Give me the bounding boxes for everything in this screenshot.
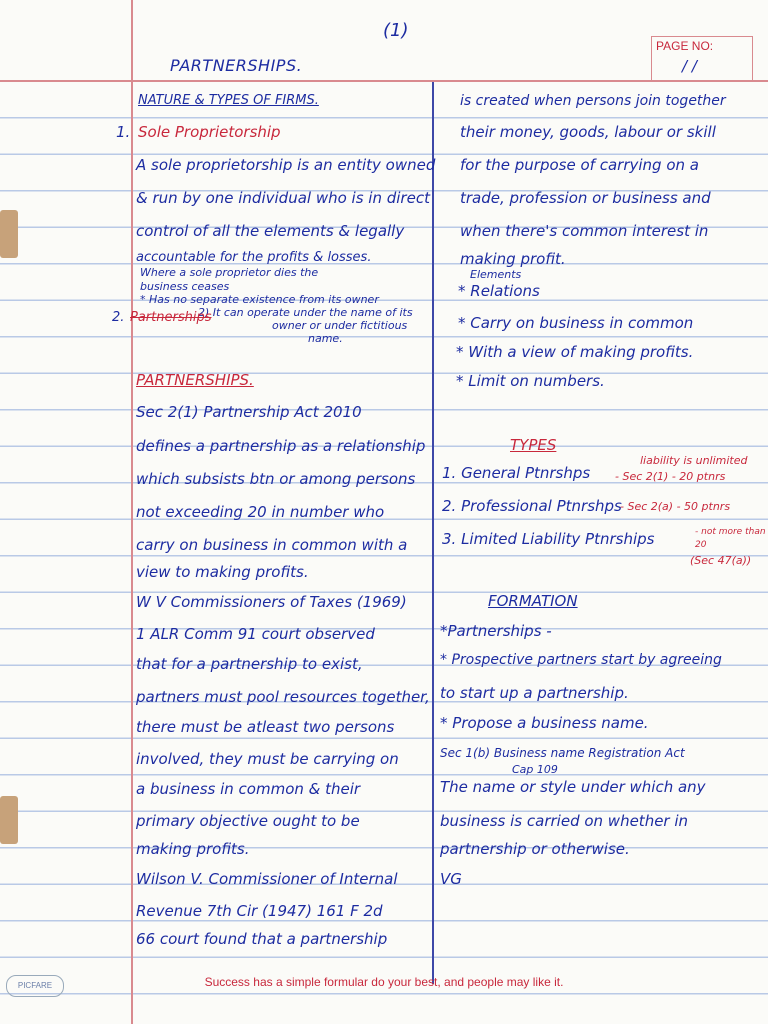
page-no-value: / / — [682, 57, 697, 75]
annotation: liability is unlimited — [640, 454, 748, 467]
list-item: * Carry on business in common — [458, 314, 694, 332]
text-line: control of all the elements & legally — [136, 222, 405, 240]
binder-clip — [0, 210, 18, 258]
annotation: (Sec 47(a)) — [690, 554, 752, 567]
text-line: business is carried on whether in — [440, 812, 689, 830]
list-number: 1. — [116, 123, 131, 141]
text-line: Wilson V. Commissioner of Internal — [136, 870, 398, 888]
subsection-title: TYPES — [510, 436, 557, 454]
text-line: The name or style under which any — [440, 778, 706, 796]
list-item: * Propose a business name. — [440, 714, 649, 732]
left-margin-line — [131, 0, 133, 1024]
page-number: (1) — [383, 20, 409, 41]
footer-quote: Success has a simple formular do your best, and people may like it. — [204, 975, 564, 989]
text-line: Elements — [470, 268, 522, 281]
text-line: is created when persons join together — [460, 93, 726, 109]
list-item: *Partnerships - — [440, 622, 552, 640]
text-line: for the purpose of carrying on a — [460, 156, 699, 174]
annotation: - Sec 2(a) - 50 ptnrs — [620, 500, 731, 513]
text-line: making profit. — [460, 250, 566, 268]
annotation: - not more than — [695, 527, 766, 537]
text-line: primary objective ought to be — [136, 812, 360, 830]
struck-text: Partnerships — [130, 310, 212, 325]
list-item: * With a view of making profits. — [456, 343, 694, 361]
list-item: * Relations — [458, 282, 540, 300]
list-number: 2. — [112, 310, 125, 325]
text-line: view to making profits. — [136, 563, 309, 581]
page-heading: PARTNERSHIPS. — [170, 56, 303, 75]
page-no-label: PAGE NO: — [656, 39, 714, 53]
text-line: Cap 109 — [512, 763, 558, 776]
text-line: not exceeding 20 in number who — [136, 503, 385, 521]
list-item: 3. Limited Liability Ptnrships — [442, 530, 655, 548]
text-line: trade, profession or business and — [460, 189, 711, 207]
annotation: - Sec 2(1) - 20 ptnrs — [615, 470, 726, 483]
section-title: NATURE & TYPES OF FIRMS. — [138, 93, 319, 108]
text-line: Revenue 7th Cir (1947) 161 F 2d — [136, 902, 383, 920]
column-divider — [432, 82, 434, 984]
text-line: when there's common interest in — [460, 222, 709, 240]
list-item: * Limit on numbers. — [456, 372, 605, 390]
text-line: name. — [308, 332, 343, 345]
text-line: W V Commissioners of Taxes (1969) — [136, 593, 407, 611]
text-line: owner or under fictitious — [272, 319, 408, 332]
subsection-title: Sole Proprietorship — [138, 123, 281, 141]
text-line: there must be atleast two persons — [136, 718, 395, 736]
text-line: their money, goods, labour or skill — [460, 123, 716, 141]
page-no-box — [651, 36, 753, 82]
text-line: making profits. — [136, 840, 250, 858]
text-line: 66 court found that a partnership — [136, 930, 388, 948]
text-line: involved, they must be carrying on — [136, 750, 399, 768]
text-line: which subsists btn or among persons — [136, 470, 416, 488]
text-line: that for a partnership to exist, — [136, 655, 363, 673]
text-line: 1 ALR Comm 91 court observed — [136, 625, 375, 643]
text-line: * Has no separate existence from its owner — [140, 293, 379, 306]
binder-clip — [0, 796, 18, 844]
list-item: 1. General Ptnrshps — [442, 464, 591, 482]
text-line: Where a sole proprietor dies the — [140, 266, 319, 279]
text-line: partnership or otherwise. — [440, 840, 630, 858]
text-line: carry on business in common with a — [136, 536, 408, 554]
subsection-title: PARTNERSHIPS. — [136, 371, 254, 389]
subsection-title: FORMATION — [488, 592, 578, 610]
text-line: defines a partnership as a relationship — [136, 437, 426, 455]
text-line: accountable for the profits & losses. — [136, 250, 372, 265]
text-line: to start up a partnership. — [440, 684, 629, 702]
text-line: A sole proprietorship is an entity owned — [136, 156, 436, 174]
text-line: a business in common & their — [136, 780, 361, 798]
text-line: Sec 2(1) Partnership Act 2010 — [136, 403, 362, 421]
text-line: VG — [440, 870, 462, 888]
text-line: & run by one individual who is in direct — [136, 189, 430, 207]
list-item: * Prospective partners start by agreeing — [440, 652, 722, 668]
brand-logo: PICFARE — [6, 975, 64, 997]
list-item: 2. Professional Ptnrshps — [442, 497, 622, 515]
text-line: partners must pool resources together, — [136, 688, 430, 706]
text-line: business ceases — [140, 280, 230, 293]
text-line: 2) It can operate under the name of its — [198, 306, 413, 319]
text-line: Sec 1(b) Business name Registration Act — [440, 746, 685, 760]
annotation: 20 — [695, 540, 707, 550]
